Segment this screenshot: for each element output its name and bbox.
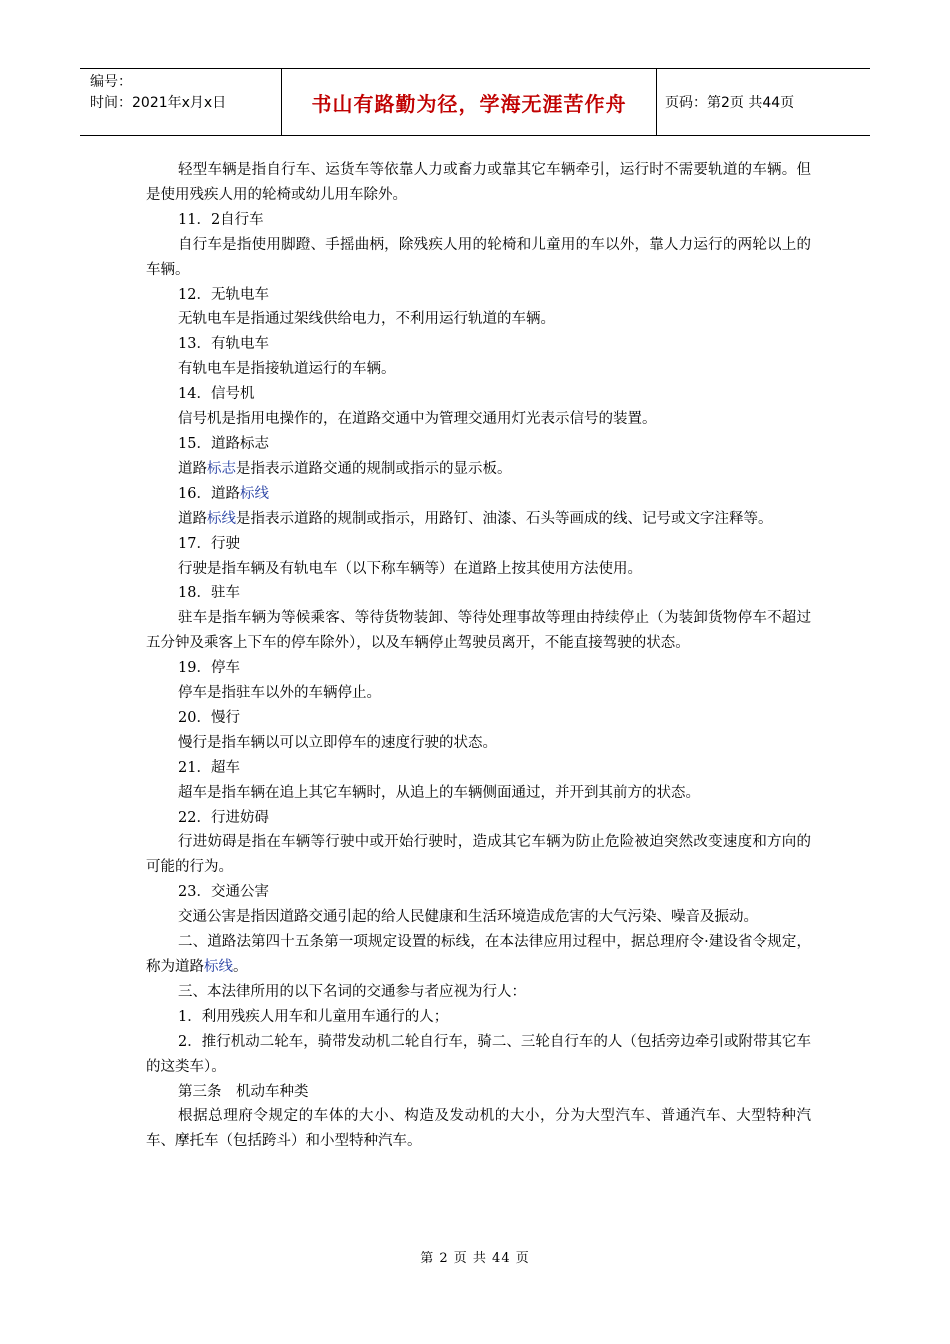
paragraph	[146, 283, 811, 308]
paragraph-text: 。	[233, 959, 248, 975]
paragraph-text: 2．推行机动二轮车，骑带发动机二轮自行车，骑二、三轮自行车的人（包括旁边牵引或附带其它车的这类车）。	[146, 1033, 811, 1075]
paragraph	[146, 1104, 811, 1154]
paragraph	[146, 930, 811, 980]
paragraph	[146, 830, 811, 880]
paragraph-text: 19．停车	[178, 660, 240, 677]
paragraph	[146, 357, 811, 382]
paragraph-text: 22．行进妨碍	[178, 809, 269, 826]
paragraph-text: 23．交通公害	[178, 884, 269, 901]
paragraph-text: 无轨电车是指通过架线供给电力，不利用运行轨道的车辆。	[178, 311, 555, 328]
paragraph-text: 超车是指车辆在追上其它车辆时，从追上的车辆侧面通过，并开到其前方的状态。	[178, 784, 700, 801]
paragraph-text: 慢行是指车辆以可以立即停车的速度行驶的状态。	[178, 734, 497, 751]
paragraph-text: 20．慢行	[178, 709, 240, 726]
paragraph-text: 16．道路	[178, 485, 240, 502]
paragraph	[146, 307, 811, 332]
paragraph	[146, 233, 811, 283]
paragraph	[146, 532, 811, 557]
paragraph-text: 信号机是指用电操作的，在道路交通中为管理交通用灯光表示信号的装置。	[178, 411, 657, 428]
paragraph	[146, 980, 811, 1005]
paragraph	[146, 781, 811, 806]
paragraph-text: 行驶是指车辆及有轨电车（以下称车辆等）在道路上按其使用方法使用。	[178, 560, 642, 577]
paragraph-text: 交通公害是指因道路交通引起的给人民健康和生活环境造成危害的大气污染、噪音及振动。	[178, 909, 758, 926]
serial-label: 编号：	[90, 74, 132, 90]
paragraph	[146, 407, 811, 432]
paragraph-text: 驻车是指车辆为等候乘客、等待货物装卸、等待处理事故等理由持续停止（为装卸货物停车不超过五分钟及乘客上下车的停车除外），以及车辆停止驾驶员离开，不能直接驾驶的状态。	[146, 610, 811, 652]
paragraph-text: 17．行驶	[178, 535, 240, 552]
paragraph-text: 道路	[178, 460, 207, 477]
paragraph	[146, 606, 811, 656]
paragraph	[146, 382, 811, 407]
paragraph	[146, 880, 811, 905]
paragraph-text: 有轨电车是指接轨道运行的车辆。	[178, 361, 396, 378]
paragraph-text: 1．利用残疾人用车和儿童用车通行的人；	[178, 1008, 449, 1025]
page-footer: 第 2 页 共 44 页	[420, 1251, 530, 1266]
paragraph	[146, 1005, 811, 1030]
page-header	[80, 68, 870, 136]
paragraph-text: 根据总理府令规定的车体的大小、构造及发动机的大小，分为大型汽车、普通汽车、大型特种汽车、摩托车（包括跨斗）和小型特种汽车。	[146, 1108, 811, 1150]
paragraph	[146, 332, 811, 357]
paragraph-text: 12．无轨电车	[178, 286, 269, 303]
paragraph	[146, 756, 811, 781]
paragraph-text: 三、本法律所用的以下名词的交通参与者应视为行人：	[178, 983, 526, 1000]
paragraph	[146, 1080, 811, 1105]
term-link[interactable]: 标志	[207, 460, 236, 477]
paragraph-text: 道路	[178, 510, 207, 527]
paragraph-text: 15．道路标志	[178, 435, 269, 452]
paragraph-text: 二、道路法第四十五条第一项规定设置的标线，在本法律应用过程中，据总理府令·建设省令规定，称为道路	[146, 934, 811, 975]
paragraph-text: 是指表示道路的规制或指示，用路钉、油漆、石头等画成的线、记号或文字注释等。	[236, 510, 773, 527]
paragraph	[146, 656, 811, 681]
header-meta	[80, 69, 282, 135]
paragraph-text: 行进妨碍是指在车辆等行驶中或开始行驶时，造成其它车辆为防止危险被迫突然改变速度和方向的可能的行为。	[146, 834, 811, 876]
paragraph-text: 轻型车辆是指自行车、运货车等依靠人力或畜力或靠其它车辆牵引，运行时不需要轨道的车辆。但是使用残疾人用的轮椅或幼儿用车除外。	[146, 162, 811, 203]
paragraph-text: 停车是指驻车以外的车辆停止。	[178, 685, 381, 702]
paragraph	[146, 557, 811, 582]
paragraph-text: 自行车是指使用脚蹬、手摇曲柄，除残疾人用的轮椅和儿童用的车以外，靠人力运行的两轮以上的车辆。	[146, 236, 811, 278]
term-link[interactable]: 标线	[239, 485, 269, 502]
paragraph	[146, 581, 811, 606]
paragraph	[146, 806, 811, 831]
header-motto: 书山有路勤为径，学海无涯苦作舟	[282, 69, 657, 135]
paragraph-text: 13．有轨电车	[178, 336, 269, 353]
paragraph	[146, 1030, 811, 1080]
paragraph-text: 14．信号机	[178, 386, 255, 403]
term-link[interactable]: 标线	[207, 510, 236, 527]
paragraph	[146, 507, 811, 532]
paragraph-text: 18．驻车	[178, 585, 240, 602]
paragraph	[146, 432, 811, 457]
paragraph	[146, 482, 811, 507]
paragraph	[146, 208, 811, 233]
paragraph	[146, 457, 811, 482]
paragraph-text: 21．超车	[178, 759, 240, 776]
paragraph-text: 是指表示道路交通的规制或指示的显示板。	[236, 460, 512, 477]
paragraph	[146, 905, 811, 930]
header-page-label: 页码：第2页 共44页	[665, 95, 795, 111]
document-body	[146, 158, 811, 1154]
paragraph	[146, 681, 811, 706]
term-link[interactable]: 标线	[204, 959, 233, 975]
date-label: 时间：2021年x月x日	[90, 95, 227, 111]
paragraph-text: 第三条 机动车种类	[178, 1083, 309, 1100]
paragraph	[146, 731, 811, 756]
paragraph	[146, 706, 811, 731]
paragraph-text: 11．2自行车	[178, 211, 264, 228]
paragraph	[146, 158, 811, 208]
